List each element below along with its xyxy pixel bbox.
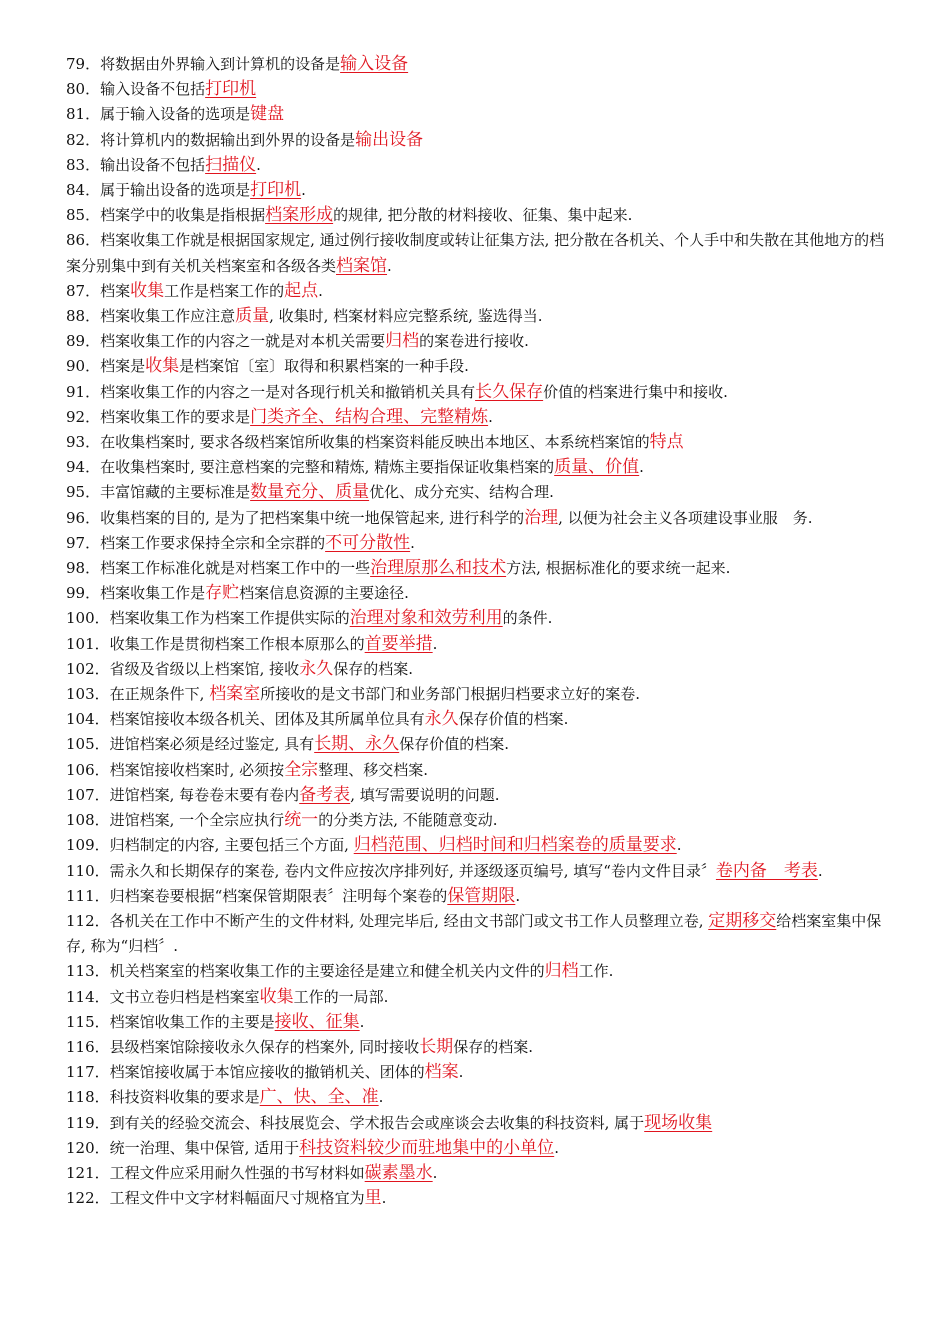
question-number: 96 (66, 508, 86, 527)
answer-text: 门类齐全、结构合理、完整精炼 (250, 406, 489, 427)
answer-text: 收集 (145, 356, 180, 377)
question-text: 工作的一局部. (293, 987, 389, 1006)
question-text: . (381, 1189, 387, 1208)
answer-text: 定期移交 (708, 910, 777, 931)
question-text: ．档案馆收集工作的主要是 (94, 1012, 275, 1031)
question-item (66, 506, 888, 531)
question-text: ．档案收集工作应注意 (85, 307, 236, 326)
question-text: ．需永久和长期保存的案卷, 卷内文件应按次序排列好, 并逐级逐页编号, 填写“卷内文件目录〞 (94, 861, 716, 880)
answer-text: 打印机 (250, 180, 302, 201)
question-item (66, 153, 888, 178)
question-text: ．统一治理、集中保管, 适用于 (94, 1138, 300, 1157)
question-text: . (387, 256, 392, 275)
question-item (66, 606, 888, 631)
question-number: 108 (66, 811, 95, 830)
question-item (66, 102, 888, 127)
question-number: 112 (66, 911, 95, 930)
question-text: ．档案是 (85, 357, 146, 376)
question-text: ．档案 (85, 281, 131, 300)
question-number: 110 (66, 861, 95, 880)
question-item (66, 531, 888, 556)
question-text: . (488, 407, 493, 426)
question-text: 价值的档案进行集中和接收. (543, 382, 728, 401)
question-item (66, 354, 888, 379)
question-text: , 收集时, 档案材料应完整系统, 鉴选得当. (269, 307, 543, 326)
question-number: 94 (66, 458, 86, 477)
question-number: 83 (66, 155, 86, 174)
answer-text: 统一 (284, 810, 319, 831)
question-item (66, 279, 888, 304)
question-number: 120 (66, 1138, 95, 1157)
answer-text: 归档 (544, 961, 579, 982)
answer-text: 特点 (649, 432, 684, 453)
question-text: ．收集档案的目的, 是为了把档案集中统一地保管起来, 进行科学的 (85, 508, 525, 527)
question-text: ．省级及省级以上档案馆, 接收 (94, 659, 300, 678)
question-number: 101 (66, 634, 95, 653)
question-number: 100 (66, 609, 95, 628)
question-number: 103 (66, 685, 95, 704)
question-number: 109 (66, 836, 95, 855)
question-text: ．档案收集工作是 (85, 584, 206, 603)
question-text: ．档案收集工作的内容之一是对各现行机关和撤销机关具有 (85, 382, 476, 401)
question-text: 档案信息资源的主要途径. (239, 584, 409, 603)
question-number: 119 (66, 1113, 95, 1132)
answer-text: 不可分散性 (325, 532, 411, 553)
question-text: ．属于输入设备的选项是 (85, 105, 251, 124)
question-text: ．档案馆接收档案时, 必须按 (94, 760, 285, 779)
question-number: 82 (66, 130, 86, 149)
question-text: ．进馆档案, 一个全宗应执行 (94, 811, 285, 830)
question-text: ．在正规条件下, (94, 685, 210, 704)
question-text: ．档案工作标准化就是对档案工作中的一些 (85, 559, 371, 578)
question-text: ．机关档案室的档案收集工作的主要途径是建立和健全机关内文件的 (94, 962, 545, 981)
question-number: 106 (66, 760, 95, 779)
question-text: . (410, 533, 415, 552)
question-number: 79 (66, 55, 86, 73)
question-text: 保存价值的档案. (458, 710, 569, 729)
answer-text: 长久保存 (475, 381, 544, 402)
question-item (66, 228, 888, 278)
question-number: 107 (66, 785, 95, 804)
question-text: 工作. (578, 962, 614, 981)
question-item (66, 380, 888, 405)
question-number: 85 (66, 206, 86, 225)
question-item (66, 1111, 888, 1136)
answer-text: 现场收集 (644, 1112, 713, 1133)
question-item (66, 985, 888, 1010)
question-text: ．将计算机内的数据输出到外界的设备是 (85, 130, 356, 149)
question-text: . (359, 1012, 365, 1031)
question-text: 工作是档案工作的 (164, 281, 285, 300)
question-item (66, 808, 888, 833)
question-text: ．进馆档案必须是经过鉴定, 具有 (94, 735, 315, 754)
question-text: ．工程文件中文字材料幅面尺寸规格宜为 (94, 1189, 365, 1208)
question-text: ．档案收集工作的内容之一就是对本机关需要 (85, 332, 386, 351)
question-text: ．档案收集工作为档案工作提供实际的 (94, 609, 350, 628)
answer-text: 收集 (130, 280, 165, 301)
question-text: ．到有关的经验交流会、科技展览会、学术报告会或座谈会去收集的科技资料, 属于 (94, 1113, 645, 1132)
question-text: 的条件. (502, 609, 553, 628)
question-text: . (458, 1063, 464, 1082)
question-text: ．将数据由外界输入到计算机的设备是 (85, 55, 341, 73)
question-number: 116 (66, 1037, 95, 1056)
question-text: 优化、成分充实、结构合理. (369, 483, 554, 502)
answer-text: 档案馆 (336, 255, 388, 276)
question-text: ．科技资料收集的要求是 (94, 1088, 260, 1107)
question-item (66, 682, 888, 707)
answer-text: 档案 (424, 1062, 459, 1083)
answer-text: 广、快、全、准 (259, 1087, 379, 1108)
answer-text: 归档 (385, 331, 420, 352)
answer-text: 质量、价值 (554, 457, 640, 478)
answer-text: 档案形成 (265, 205, 334, 226)
question-item (66, 707, 888, 732)
question-item (66, 732, 888, 757)
question-item (66, 203, 888, 228)
question-text: . (432, 634, 438, 653)
question-text: ．在收集档案时, 要注意档案的完整和精炼, 精炼主要指保证收集档案的 (85, 458, 555, 477)
question-text: ．档案学中的收集是指根据 (85, 206, 266, 225)
question-item (66, 909, 888, 959)
answer-text: 永久 (299, 658, 334, 679)
question-number: 122 (66, 1189, 95, 1208)
question-number: 84 (66, 181, 86, 200)
answer-text: 碳素墨水 (364, 1162, 433, 1183)
question-list (66, 52, 888, 1211)
answer-text: 质量 (235, 306, 270, 327)
question-item (66, 405, 888, 430)
answer-text: 里 (364, 1188, 382, 1209)
question-text: ．属于输出设备的选项是 (85, 181, 251, 200)
question-number: 81 (66, 105, 86, 124)
question-text: 整理、移交档案. (318, 760, 428, 779)
question-text: ．档案收集工作就是根据国家规定, 通过例行接收制度或转让征集方法, 把分散在各机关、个人手中和失散在其他地方的档案分别集中到有关机关档案室和各级各类 (66, 231, 885, 275)
question-text: ．工程文件应采用耐久性强的书写材料如 (94, 1163, 365, 1182)
answer-text: 起点 (284, 280, 319, 301)
question-item (66, 783, 888, 808)
answer-text: 科技资料较少而驻地集中的小单位 (299, 1137, 555, 1158)
question-number: 89 (66, 332, 86, 351)
question-text: ．文书立卷归档是档案室 (94, 987, 260, 1006)
question-text: 是档案馆〔室〕取得和积累档案的一种手段. (179, 357, 469, 376)
question-number: 92 (66, 407, 86, 426)
question-item (66, 884, 888, 909)
question-text: 给档案室集中保存, 称为“归档〞. (66, 911, 882, 956)
question-text: 所接收的是文书部门和业务部门根据归档要求立好的案卷. (260, 685, 640, 704)
question-text: . (301, 181, 306, 200)
question-text: ．收集工作是贯彻档案工作根本原那么的 (94, 634, 365, 653)
question-number: 99 (66, 584, 86, 603)
question-item (66, 329, 888, 354)
question-number: 117 (66, 1063, 95, 1082)
question-number: 87 (66, 281, 86, 300)
question-item (66, 758, 888, 783)
answer-text: 全宗 (284, 759, 319, 780)
answer-text: 键盘 (250, 104, 285, 125)
question-item (66, 1060, 888, 1085)
answer-text: 扫描仪 (205, 154, 257, 175)
question-number: 113 (66, 962, 95, 981)
question-number: 86 (66, 231, 86, 250)
question-number: 90 (66, 357, 86, 376)
question-item (66, 52, 888, 77)
question-item (66, 581, 888, 606)
question-number: 97 (66, 533, 86, 552)
question-item (66, 304, 888, 329)
question-number: 104 (66, 710, 95, 729)
question-item (66, 1136, 888, 1161)
question-text: ．档案馆接收属于本馆应接收的撤销机关、团体的 (94, 1063, 425, 1082)
question-text: . (817, 861, 823, 880)
answer-text: 长期、永久 (314, 734, 400, 755)
question-number: 105 (66, 735, 95, 754)
question-text: ．归档案卷要根据“档案保管期限表〞注明每个案卷的 (94, 886, 448, 905)
question-number: 98 (66, 559, 86, 578)
answer-text: 永久 (424, 709, 459, 730)
question-item (66, 455, 888, 480)
question-text: . (318, 281, 323, 300)
question-item (66, 128, 888, 153)
question-item (66, 1161, 888, 1186)
answer-text: 保管期限 (447, 885, 516, 906)
question-item (66, 1186, 888, 1211)
answer-text: 首要举措 (364, 633, 433, 654)
question-text: ．各机关在工作中不断产生的文件材料, 处理完毕后, 经由文书部门或文书工作人员整理立卷, (94, 911, 709, 930)
answer-text: 备考表 (299, 784, 351, 805)
answer-text: 收集 (259, 986, 294, 1007)
question-text: . (256, 155, 261, 174)
question-item (66, 480, 888, 505)
question-number: 93 (66, 433, 86, 452)
question-number: 95 (66, 483, 86, 502)
question-text: 保存价值的档案. (399, 735, 509, 754)
question-item (66, 657, 888, 682)
answer-text: 卷内备 考表 (715, 860, 818, 881)
answer-text: 治理 (524, 507, 559, 528)
answer-text: 归档范围、归档时间和归档案卷的质量要求 (353, 835, 677, 856)
question-text: . (432, 1163, 438, 1182)
question-item (66, 430, 888, 455)
question-text: 保存的档案. (333, 659, 413, 678)
question-text: 保存的档案. (453, 1037, 533, 1056)
question-text: . (554, 1138, 559, 1157)
question-item (66, 178, 888, 203)
answer-text: 输入设备 (340, 54, 409, 74)
answer-text: 输出设备 (355, 129, 424, 150)
question-text: ．丰富馆藏的主要标准是 (85, 483, 251, 502)
answer-text: 接收、征集 (274, 1011, 360, 1032)
question-text: ．县级档案馆除接收永久保存的档案外, 同时接收 (94, 1037, 420, 1056)
question-item (66, 833, 888, 858)
question-text: . (515, 886, 521, 905)
question-text: , 填写需要说明的问题. (350, 785, 500, 804)
question-text: ．档案收集工作的要求是 (85, 407, 251, 426)
question-text: . (639, 458, 644, 477)
question-text: . (378, 1088, 384, 1107)
question-item (66, 959, 888, 984)
question-item (66, 1035, 888, 1060)
question-text: ．档案馆接收本级各机关、团体及其所属单位具有 (94, 710, 425, 729)
question-text: ．输出设备不包括 (85, 155, 206, 174)
question-item (66, 77, 888, 102)
question-text: ．输入设备不包括 (85, 80, 206, 99)
question-text: ．归档制定的内容, 主要包括三个方面, (94, 836, 354, 855)
question-number: 91 (66, 382, 86, 401)
question-number: 80 (66, 80, 86, 99)
question-text: 的案卷进行接收. (419, 332, 529, 351)
answer-text: 数量充分、质量 (250, 482, 370, 503)
question-text: . (676, 836, 682, 855)
question-item (66, 556, 888, 581)
question-text: , 以便为社会主义各项建设事业服 务. (558, 508, 813, 527)
question-item (66, 1085, 888, 1110)
question-text: ．在收集档案时, 要求各级档案馆所收集的档案资料能反映出本地区、本系统档案馆的 (85, 433, 650, 452)
question-number: 118 (66, 1088, 95, 1107)
question-item (66, 1010, 888, 1035)
answer-text: 打印机 (205, 79, 257, 100)
answer-text: 长期 (419, 1036, 454, 1057)
question-number: 111 (66, 886, 95, 905)
question-text: ．进馆档案, 每卷卷末要有卷内 (94, 785, 300, 804)
question-number: 114 (66, 987, 95, 1006)
answer-text: 存贮 (205, 583, 240, 604)
question-text: 方法, 根据标准化的要求统一起来. (506, 559, 731, 578)
question-number: 121 (66, 1163, 95, 1182)
answer-text: 治理对象和效劳利用 (349, 608, 503, 629)
question-text: 的规律, 把分散的材料接收、征集、集中起来. (333, 206, 633, 225)
question-item (66, 859, 888, 884)
question-number: 115 (66, 1012, 95, 1031)
question-text: 的分类方法, 不能随意变动. (318, 811, 498, 830)
question-number: 88 (66, 307, 86, 326)
answer-text: 治理原那么和技术 (370, 558, 507, 579)
answer-text: 档案室 (209, 684, 261, 705)
question-item (66, 632, 888, 657)
question-text: ．档案工作要求保持全宗和全宗群的 (85, 533, 326, 552)
question-number: 102 (66, 659, 95, 678)
